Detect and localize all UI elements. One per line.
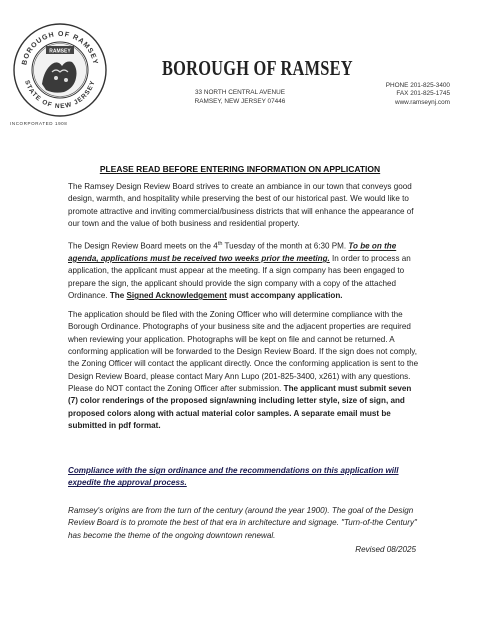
meeting-text: The Design Review Board meets on the 4 xyxy=(68,241,218,251)
fax-number: FAX 201-825-1745 xyxy=(396,90,450,98)
website-link[interactable]: www.ramseynj.com xyxy=(394,98,450,106)
incorporated-year: INCORPORATED 1908 xyxy=(10,121,68,126)
paragraph-filing xyxy=(68,309,423,432)
revision-date: Revised 08/2025 xyxy=(355,545,416,554)
address-line-1: 33 NORTH CENTRAL AVENUE xyxy=(194,89,286,96)
paragraph-meeting xyxy=(68,238,423,302)
address-line-2: RAMSEY, NEW JERSEY 07446 xyxy=(194,97,286,105)
seal-center-text: RAMSEY xyxy=(49,48,71,55)
paragraph-origins: Ramsey's origins are from the turn of the century (around the year 1900). The goal of the Design Review Board is to promote the best of that era in architecture and signage. "Turn-of-the Century" has become the theme of the ongoing downtown renewal. xyxy=(68,506,417,540)
signed-acknowledgement-text: Signed Acknowledgement xyxy=(126,291,227,301)
letterhead-address xyxy=(150,89,330,106)
acknowledgement-suffix: must accompany application. xyxy=(226,291,343,301)
submission-requirements-text: The applicant must submit seven (7) color renderings of the proposed sign/awning including letter style, size of sign, and proposed colors along with actual material color samples. A separate email must be submitted in pdf format. xyxy=(68,384,412,431)
phone-number: PHONE 201-825-3400 xyxy=(385,82,450,89)
paragraph-intro: The Ramsey Design Review Board strives to create an ambiance in our town that conveys good design, warmth, and hospitality while preserving the best of our historical past. We would like to promote attractive and inviting commercial/business districts that will enhance the appearance of our town and the value of both business and residential property. xyxy=(68,182,414,229)
letterhead-title: BOROUGH OF RAMSEY xyxy=(162,56,353,80)
acknowledgement-prefix: The xyxy=(109,291,127,301)
filing-text: The application should be filed with the Zoning Officer who will determine compliance with the Borough Ordinance. Photographs of your business site and the adjacent properties are required when reviewing your application. Photographs will be kept on file and cannot be returned. A conforming application will be forwarded to the Design Review Board. If the sign does not comply, the Zoning Officer will contact the applicant directly. Once the conforming application is sent to the Design Review Board, please contact Mary Ann Lupo (201-825-3400, x261) with any questions. Please do NOT contact the Zoning Officer after submission. xyxy=(68,310,419,394)
compliance-note: Compliance with the sign ordinance and the recommendations on this application will expedite the approval process. xyxy=(68,466,399,488)
agenda-deadline-text: To be on the agenda, applications must be received two weeks prior the meeting. xyxy=(68,241,397,264)
seal-bottom-text: STATE OF NEW JERSEY xyxy=(23,79,97,111)
letterhead-contact xyxy=(350,82,450,107)
process-text: In order to process an application, the applicant must appear at the meeting. If a sign company has been engaged to prepare the sign, the applicant should provide the sign company with a copy of the attached Ordinance. xyxy=(68,254,411,301)
ordinal-suffix: th xyxy=(217,241,223,247)
instructions-heading: PLEASE READ BEFORE ENTERING INFORMATION ON APPLICATION xyxy=(99,164,381,174)
meeting-time-text: Tuesday of the month at 6:30 PM. xyxy=(222,241,349,251)
borough-seal-logo xyxy=(12,22,108,118)
seal-top-text: BOROUGH OF RAMSEY xyxy=(21,30,99,66)
